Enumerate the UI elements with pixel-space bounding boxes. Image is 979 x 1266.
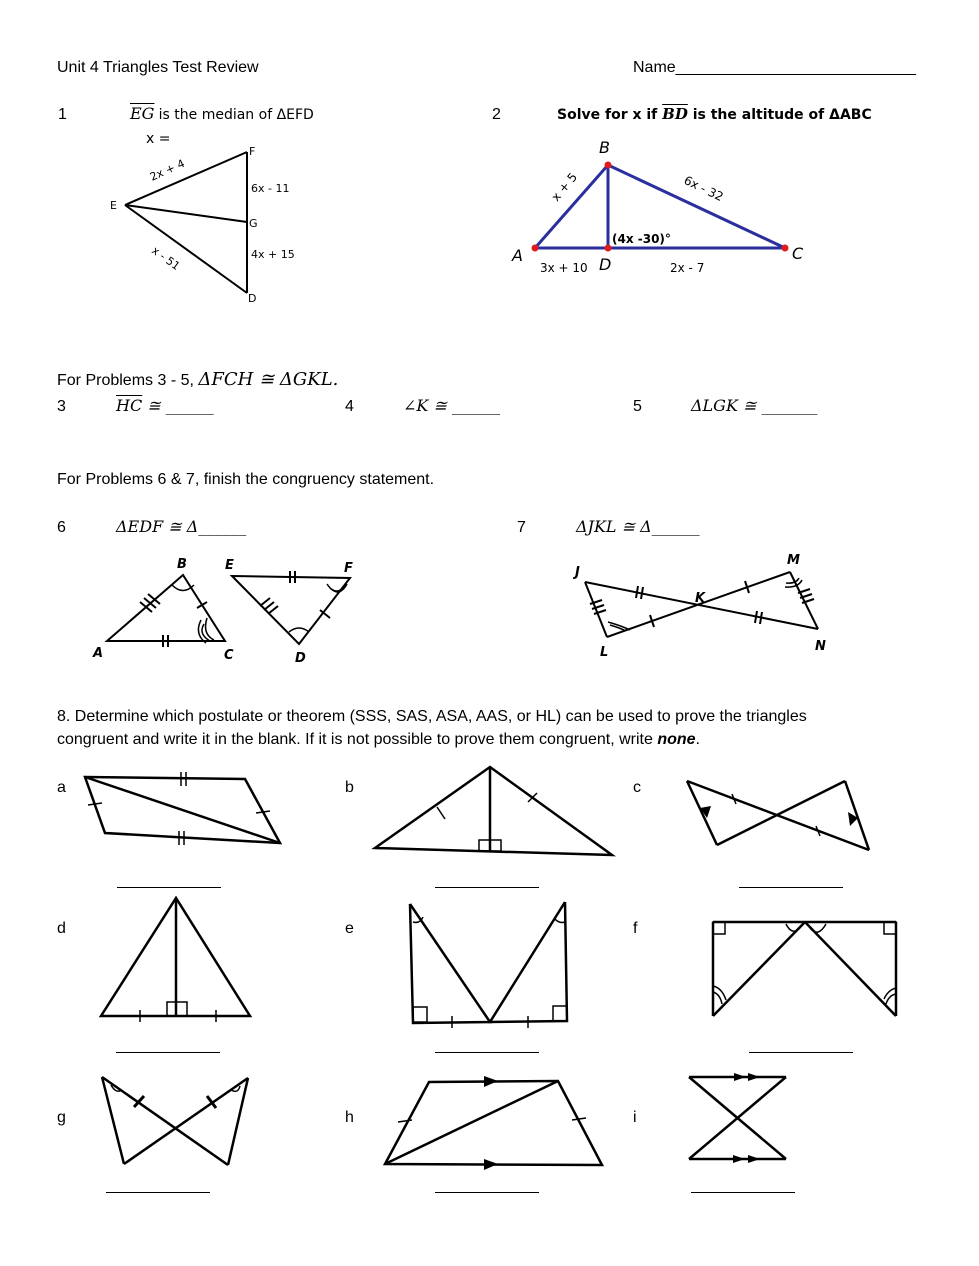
fig6-label-f: F (344, 561, 353, 576)
problem-2-number: 2 (492, 106, 501, 123)
fig6-label-b: B (177, 557, 187, 572)
page-title: Unit 4 Triangles Test Review (57, 59, 259, 76)
p1-label-g: G (249, 217, 258, 230)
problem-6-number: 6 (57, 519, 66, 536)
p2-label-dc: 2x - 7 (670, 261, 705, 275)
label-8b: b (345, 779, 354, 796)
problem-7-number: 7 (517, 519, 526, 536)
p2-label-angle: (4x -30)° (612, 232, 671, 246)
problem-5-number: 5 (633, 398, 642, 415)
problems-6-7-intro: For Problems 6 & 7, finish the congruency statement. (57, 471, 435, 488)
p2-label-ab: x + 5 (548, 170, 581, 204)
fig6-label-e: E (225, 558, 234, 573)
p1-label-fg: 6x - 11 (251, 182, 290, 195)
problem-5-statement[interactable]: ΔLGK ≅ _______ (691, 396, 818, 415)
p1-label-e: E (110, 199, 117, 212)
p2-label-a: A (512, 246, 523, 265)
problems-3-5-intro: For Problems 3 - 5, ΔFCH ≅ ΔGKL. (57, 369, 339, 390)
fig-8b (375, 767, 612, 855)
problem-2-prompt: Solve for x if $\overline{BD}$ is the altitude of ΔABC (557, 105, 872, 123)
fig6-label-c: C (224, 648, 234, 663)
label-8g: g (57, 1109, 66, 1126)
fig-8h (385, 1081, 602, 1165)
label-8i: i (633, 1109, 637, 1126)
problem-4-number: 4 (345, 398, 354, 415)
label-8f: f (633, 920, 638, 937)
p1-label-f: F (249, 145, 256, 158)
problem-3-statement[interactable]: $\overline{HC}$ ≅ ______ (116, 396, 214, 415)
p1-label-ed: x - 51 (149, 243, 183, 273)
problem-1-x-label: x = (146, 131, 171, 147)
p2-label-b: B (599, 138, 610, 157)
fig6-label-d: D (295, 651, 306, 666)
p2-label-bc: 6x - 32 (681, 173, 726, 205)
fig7-label-m: M (787, 553, 800, 568)
p1-label-gd: 4x + 15 (251, 248, 295, 261)
problem-4-statement[interactable]: ∠K ≅ ______ (403, 396, 500, 415)
p1-label-d: D (248, 292, 257, 305)
label-8d: d (57, 920, 66, 937)
label-8a: a (57, 779, 66, 796)
label-8h: h (345, 1109, 354, 1126)
problem-8-instructions-line1: 8. Determine which postulate or theorem (SSS, SAS, ASA, AAS, or HL) can be used to prove the triangles (57, 708, 807, 725)
label-8e: e (345, 920, 354, 937)
problem-7-statement[interactable]: ΔJKL ≅ Δ______ (576, 517, 700, 536)
fig7-label-j: J (575, 565, 580, 580)
fig-8e (410, 904, 490, 1023)
problem-8-instructions-line2: congruent and write it in the blank. If it is not possible to prove them congruent, write none. (57, 731, 700, 748)
p2-label-d: D (599, 255, 612, 274)
fig7-label-n: N (815, 639, 826, 654)
label-8c: c (633, 779, 641, 796)
p2-label-ad: 3x + 10 (540, 261, 588, 275)
problem-6-statement[interactable]: ΔEDF ≅ Δ______ (116, 517, 247, 536)
name-field[interactable]: Name___________________________ (633, 59, 916, 76)
fig6-label-a: A (93, 646, 104, 661)
p2-label-c: C (792, 244, 804, 263)
fig7-label-l: L (600, 645, 609, 660)
fig7-label-k: K (695, 591, 706, 606)
problem-3-number: 3 (57, 398, 66, 415)
problem-1-number: 1 (58, 106, 67, 123)
problem-1-prompt: $\overline{EG}$ is the median of ΔEFD (130, 104, 314, 123)
p1-label-ef: 2x + 4 (147, 156, 187, 184)
